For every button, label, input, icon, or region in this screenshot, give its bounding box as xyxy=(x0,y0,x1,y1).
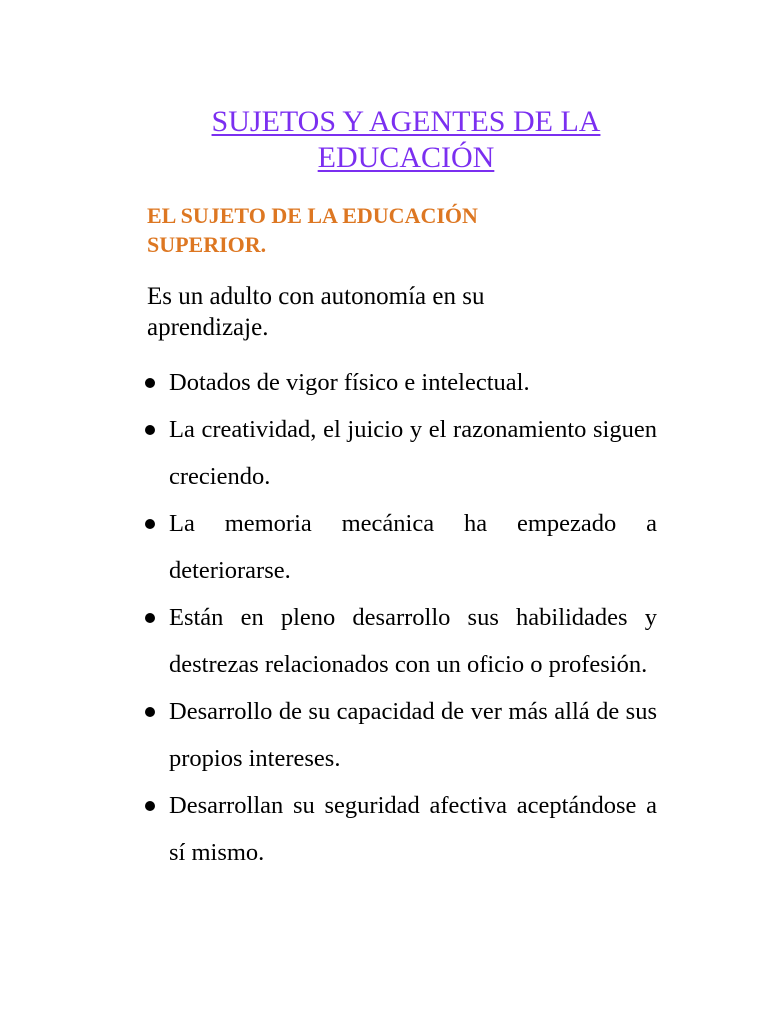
section-subtitle: EL SUJETO DE LA EDUCACIÓN SUPERIOR. xyxy=(147,203,478,257)
list-item-text: Desarrollo de su capacidad de ver más allá de sus propios intereses. xyxy=(169,698,657,772)
intro-paragraph: Es un adulto con autonomía en su aprendizaje. xyxy=(147,283,485,341)
list-item-text: Desarrollan su seguridad afectiva aceptándose a sí mismo. xyxy=(169,792,657,866)
bullet-icon xyxy=(145,378,155,388)
bullet-icon xyxy=(145,425,155,435)
bullet-icon xyxy=(145,519,155,529)
list-item-text: La creatividad, el juicio y el razonamiento siguen creciendo. xyxy=(169,416,657,490)
list-item-text: Dotados de vigor físico e intelectual. xyxy=(169,369,530,396)
bullet-icon xyxy=(145,613,155,623)
bullet-list xyxy=(145,359,657,876)
list-item xyxy=(145,594,657,688)
list-item-text: La memoria mecánica ha empezado a deteriorarse. xyxy=(169,510,657,584)
list-item-text: Están en pleno desarrollo sus habilidades y destrezas relacionados con un oficio o profesión. xyxy=(169,604,657,678)
list-item xyxy=(145,782,657,876)
list-item xyxy=(145,406,657,500)
document-title: SUJETOS Y AGENTES DE LA EDUCACIÓN xyxy=(211,105,601,174)
bullet-icon xyxy=(145,707,155,717)
bullet-icon xyxy=(145,801,155,811)
list-item xyxy=(145,500,657,594)
list-item xyxy=(145,688,657,782)
list-item xyxy=(145,359,657,406)
